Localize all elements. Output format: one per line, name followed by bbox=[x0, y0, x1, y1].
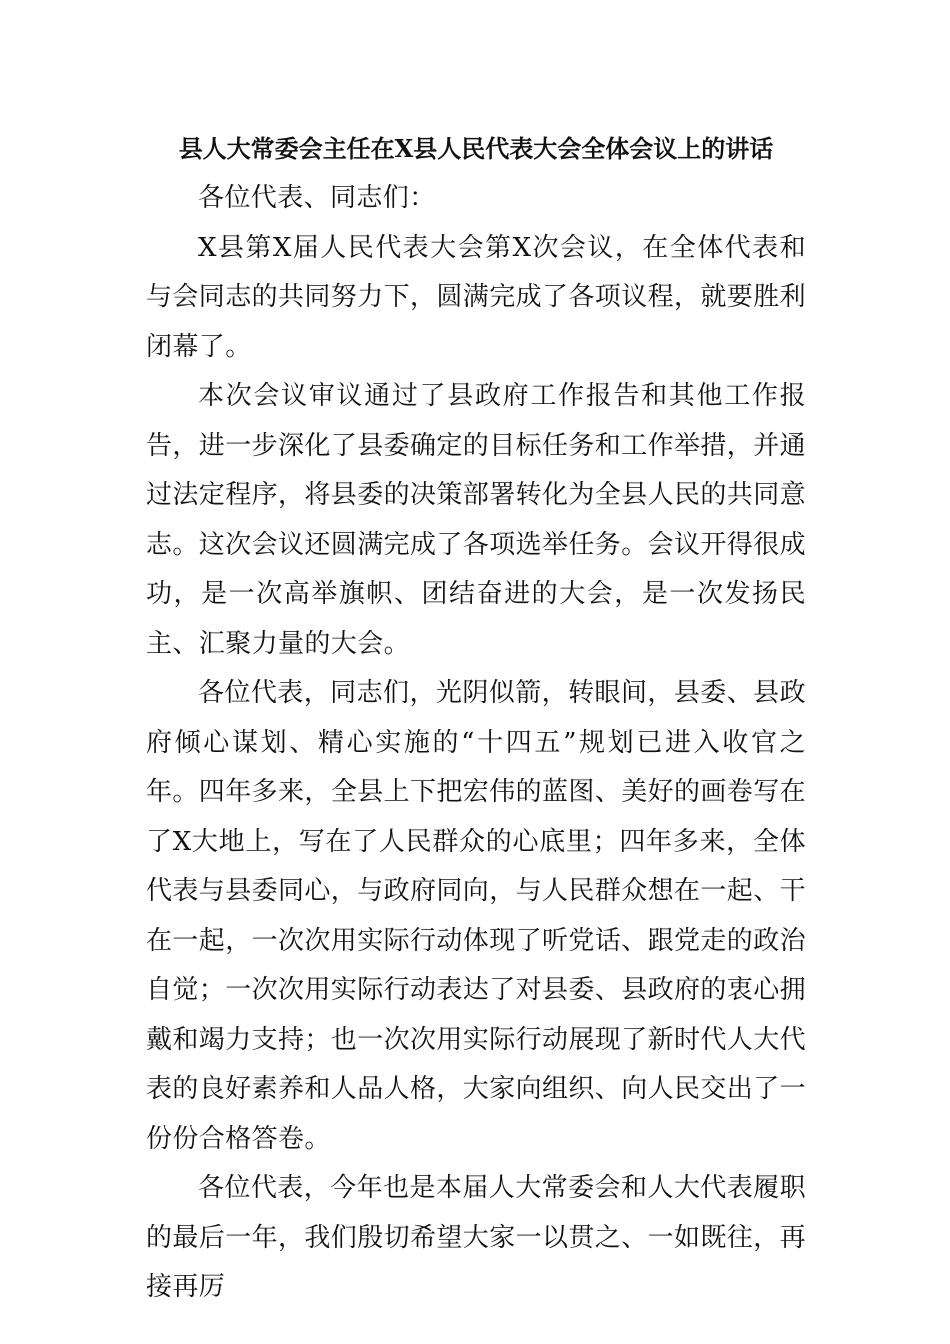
salutation-paragraph: 各位代表、同志们： bbox=[198, 183, 436, 213]
body-paragraph-3: 各位代表，同志们，光阴似箭，转眼间，县委、县政府倾心谋划、精心实施的“十四五”规划已进入收官之年。四年多来，全县上下把宏伟的蓝图、美好的画卷写在了X大地上，写在了人民群众的心底里；四年多来，全体代表与县委同心，与政府同向，与人民群众想在一起、干在一起，一次次用实际行动体现了听党话、跟党走的政治自觉；一次次用实际行动表达了对县委、县政府的衷心拥戴和竭力支持；也一次次用实际行动展现了新时代人大代表的良好素养和人品人格，大家向组织、向人民交出了一份份合格答卷。 bbox=[146, 678, 807, 1154]
body-paragraph-4: 各位代表，今年也是本届人大常委会和人大代表履职的最后一年，我们殷切希望大家一以贯之、一如既往，再接再厉 bbox=[146, 1173, 807, 1302]
body-paragraph-1: X县第X届人民代表大会第X次会议，在全体代表和与会同志的共同努力下，圆满完成了各项议程，就要胜利闭幕了。 bbox=[146, 232, 807, 362]
document-title: 县人大常委会主任在X县人民代表大会全体会议上的讲话 bbox=[178, 134, 774, 163]
document-page bbox=[146, 124, 806, 1313]
body-paragraph-2: 本次会议审议通过了县政府工作报告和其他工作报告，进一步深化了县委确定的目标任务和工作举措，并通过法定程序，将县委的决策部署转化为全县人民的共同意志。这次会议还圆满完成了各项选举任务。会议开得很成功，是一次高举旗帜、团结奋进的大会，是一次发扬民主、汇聚力量的大会。 bbox=[146, 381, 807, 659]
